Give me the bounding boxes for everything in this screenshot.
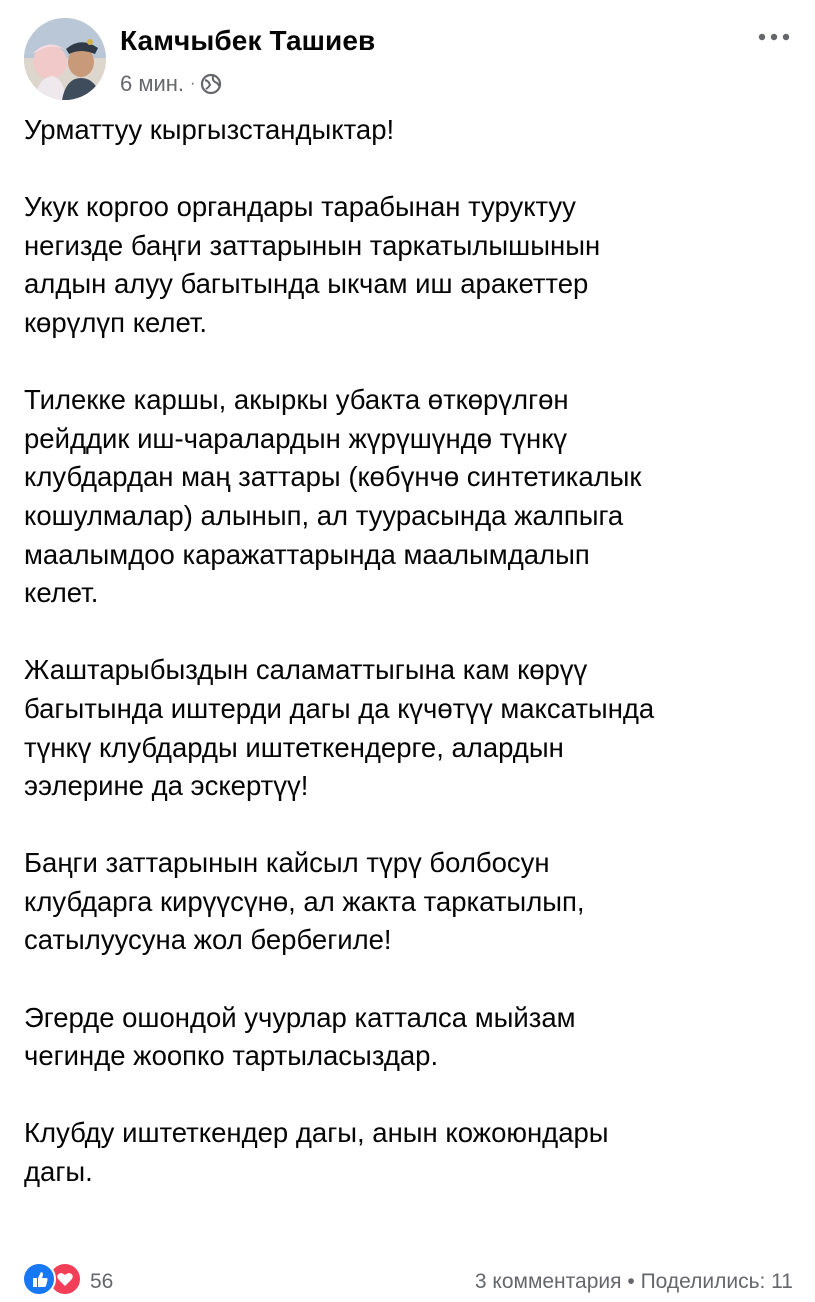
like-icon [22,1262,56,1296]
post-meta [120,69,222,99]
post-paragraph: Жаштарыбыздын саламаттыгына кам көрүү багытында иштерди дагы да күчөтүү максатында түнкү клубдарды иштеткендерге, алардын ээлерине да эскертүү! [24,654,655,802]
meta-separator: · [190,75,196,92]
post-header [24,18,796,100]
post-stats [475,1270,793,1294]
ellipsis-icon [756,32,792,42]
post-footer [22,1262,797,1302]
post-paragraph: Укук коргоо органдары тарабынан туруктуу негизде баңги заттарынын таркатылышынын алдын алуу багытында ыкчам иш аракеттер көрүлүп келет. [24,191,601,338]
author-avatar[interactable] [24,18,106,100]
post-text [24,111,796,1230]
comments-count[interactable]: 3 комментария [474,1270,622,1293]
globe-icon[interactable] [200,73,222,95]
post-paragraph: Тилекке каршы, акыркы убакта өткөрүлгөн рейддик иш-чаралардын жүрүшүндө түнкү клубдардан маң заттары (көбүнчө синтетикалык кошулмалар) алынып, ал туурасында жалпыга маалымдоо каражаттарында маалымдалып келет. [24,384,642,609]
post-paragraph: Эгерде ошондой учурлар катталса мыйзам чегинде жоопко тартыласыздар. [24,1001,576,1072]
post-paragraph: Урматтуу кыргызстандыктар! [24,114,395,145]
author-name[interactable]: Камчыбек Ташиев [120,25,376,56]
more-options-button[interactable] [754,22,794,52]
post-paragraph: Баңги заттарынын кайсыл түрү болбосун клубдарга кирүүсүнө, ал жакта таркатылып, сатылуусуна жол бербегиле! [24,847,585,956]
post-paragraph: Клубду иштеткендер дагы, анын кожоюндары дагы. [24,1117,609,1188]
shares-count[interactable]: Поделились: 11 [640,1270,793,1293]
post-time[interactable]: 6 мин. [120,71,185,96]
stats-separator: • [627,1270,635,1293]
reaction-count[interactable]: 56 [90,1270,114,1293]
reactions-summary[interactable] [22,1262,113,1296]
avatar-photo [24,18,106,100]
